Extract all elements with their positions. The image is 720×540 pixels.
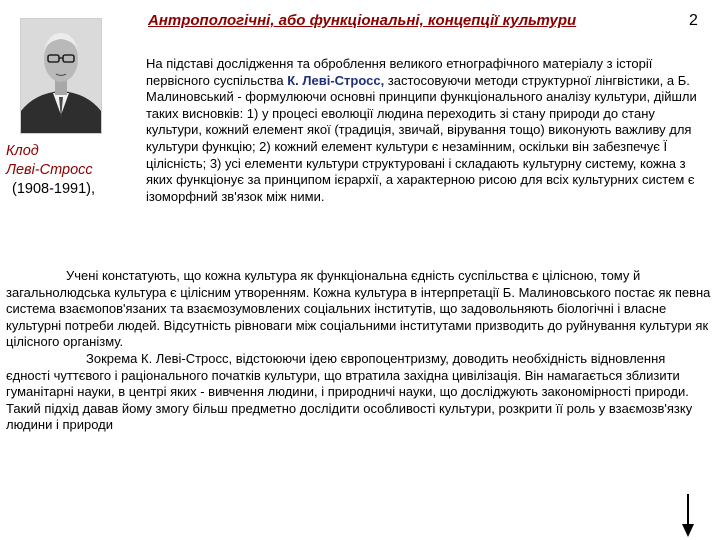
intro-text-end: застосовуючи методи структурної лінгвістики, а Б. Малиновський - формулюючи основні принципи функціонального аналізу культури, дійшли таких висновків: 1) у процесі еволюції людина переходить зі стану природи до стану культури, кожний елемент якої (традиція, звичай, вірування тощо) виконують важливу для культури функцію; 2) кожний елемент культури є незамінним, оскільки він забезпечує Ї цілісність; 3) усі елементи культури структуровані і складають культурну систему, кожна з яких функціонує за принципом ієрархії, а характерною рисою для всіх культурних систем є ізоморфний зв'язок між ними. (146, 72, 697, 204)
person-name-first: Клод (6, 143, 39, 159)
person-name-last: Леві-Стросс (6, 162, 93, 178)
down-arrow-icon (680, 494, 696, 538)
intro-paragraph (146, 56, 712, 205)
intro-text-start: На підставі дослідження та оброблення великого етнографічного матеріалу з історії первісного суспільства (146, 56, 653, 88)
body-paragraph-2: Зокрема К. Леві-Стросс, відстоюючи ідею європоцентризму, доводить необхідність відновлення єдності чуттєвого і раціонального початків культури, що втратила західна цивілізація. Він намагається зблизити гуманітарні науки, в центрі яких - вивчення людини, і природничі науки, що досліджують закономірності природи. Такий підхід давав йому змогу більш предметно дослідити особливості культури, розкрити її роль у взаємозв'язку людини і природи (6, 350, 693, 433)
portrait-illustration (21, 19, 101, 133)
person-years: (1908-1991), (12, 181, 96, 197)
page-title: Антропологічні, або функціональні, концепції культури (148, 12, 577, 29)
body-text (6, 268, 712, 434)
body-paragraph-1: Учені констатують, що кожна культура як функціональна єдність суспільства є цілісною, тому й загальнолюдська культура є цілісним утворенням. Кожна культура в інтерпретації Б. Малиновського постає як певна система взаємопов'язаних та взаємозумовлених соціальних інститутів, що задовольняють біологічні і власне культурні потреби людей. Відсутність рівноваги між соціальними інститутами призводить до руйнування культури як цілісного організму. (6, 268, 711, 350)
portrait-caption (6, 142, 136, 199)
page-number: 2 (689, 12, 698, 29)
portrait-photo (20, 18, 102, 134)
intro-highlight-name: К. Леві-Стросс, (287, 72, 385, 88)
